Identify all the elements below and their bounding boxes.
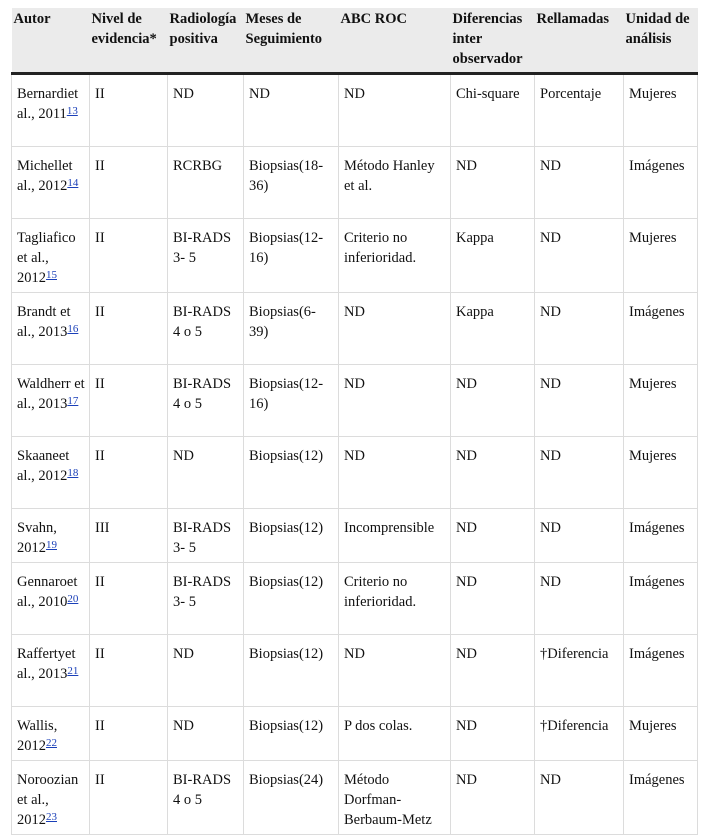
nivel-text: II xyxy=(95,304,105,320)
diferencias-text: ND xyxy=(456,520,477,536)
cell-abc xyxy=(339,365,451,437)
cell-radiologia xyxy=(168,74,244,147)
cell-diferencias xyxy=(451,74,535,147)
column-header-autor xyxy=(12,8,90,74)
rellamadas-text: ND xyxy=(540,574,561,590)
cell-autor xyxy=(12,74,90,147)
cell-radiologia xyxy=(168,437,244,509)
radiologia-text: BI-RADS 4 o 5 xyxy=(173,304,232,340)
autor-text: Gennaroet al., 2010 xyxy=(17,574,78,610)
unidad-text: Mujeres xyxy=(629,230,677,246)
radiologia-text: ND xyxy=(173,86,194,102)
unidad-text: Mujeres xyxy=(629,718,677,734)
cell-nivel xyxy=(90,761,168,835)
cell-radiologia xyxy=(168,509,244,563)
rellamadas-text: ND xyxy=(540,304,561,320)
reference-link[interactable]: 22 xyxy=(46,737,57,749)
cell-nivel xyxy=(90,437,168,509)
unidad-text: Imágenes xyxy=(629,646,685,662)
cell-radiologia xyxy=(168,707,244,761)
radiologia-text: BI-RADS 3- 5 xyxy=(173,574,232,610)
radiologia-text: BI-RADS 4 o 5 xyxy=(173,376,232,412)
abc-text: Incomprensible xyxy=(344,520,435,536)
studies-table xyxy=(11,8,698,835)
column-header-line: Autor xyxy=(13,11,51,27)
cell-radiologia xyxy=(168,635,244,707)
cell-rellamadas xyxy=(535,761,624,835)
autor-text: Svahn, 2012 xyxy=(17,520,57,556)
meses-text: Biopsias(12) xyxy=(249,574,324,590)
column-header-meses xyxy=(244,8,339,74)
rellamadas-text: ND xyxy=(540,376,561,392)
table-row xyxy=(12,147,698,219)
meses-text: Biopsias(12-16) xyxy=(249,230,324,266)
rellamadas-text: Porcentaje xyxy=(540,86,602,102)
nivel-text: II xyxy=(95,158,105,174)
abc-text: P dos colas. xyxy=(344,718,413,734)
cell-meses xyxy=(244,437,339,509)
cell-meses xyxy=(244,563,339,635)
unidad-text: Imágenes xyxy=(629,772,685,788)
cell-abc xyxy=(339,293,451,365)
meses-text: Biopsias(12) xyxy=(249,718,324,734)
diferencias-text: ND xyxy=(456,158,477,174)
cell-autor xyxy=(12,293,90,365)
autor-text: Waldherr et al., 2013 xyxy=(17,376,85,412)
radiologia-text: RCRBG xyxy=(173,158,223,174)
cell-meses xyxy=(244,635,339,707)
cell-unidad xyxy=(624,147,698,219)
unidad-text: Mujeres xyxy=(629,86,677,102)
column-header-radiologia xyxy=(168,8,244,74)
column-header-line: inter xyxy=(452,31,483,47)
column-header-unidad xyxy=(624,8,698,74)
cell-rellamadas xyxy=(535,563,624,635)
radiologia-text: BI-RADS 3- 5 xyxy=(173,230,232,266)
table-row xyxy=(12,293,698,365)
cell-rellamadas xyxy=(535,635,624,707)
cell-abc xyxy=(339,761,451,835)
cell-unidad xyxy=(624,365,698,437)
abc-text: ND xyxy=(344,646,365,662)
cell-nivel xyxy=(90,74,168,147)
table-row xyxy=(12,563,698,635)
cell-rellamadas xyxy=(535,74,624,147)
autor-text: Tagliafico et al., 2012 xyxy=(17,230,76,286)
cell-radiologia xyxy=(168,761,244,835)
meses-text: Biopsias(6-39) xyxy=(249,304,316,340)
cell-autor xyxy=(12,707,90,761)
diferencias-text: ND xyxy=(456,718,477,734)
cell-diferencias xyxy=(451,563,535,635)
cell-abc xyxy=(339,437,451,509)
cell-rellamadas xyxy=(535,437,624,509)
column-header-line: Seguimiento xyxy=(245,31,323,47)
rellamadas-text: ND xyxy=(540,158,561,174)
cell-abc xyxy=(339,635,451,707)
table-row xyxy=(12,74,698,147)
diferencias-text: Chi-square xyxy=(456,86,520,102)
column-header-abc xyxy=(339,8,451,74)
cell-nivel xyxy=(90,509,168,563)
unidad-text: Imágenes xyxy=(629,158,685,174)
abc-text: ND xyxy=(344,304,365,320)
cell-unidad xyxy=(624,509,698,563)
cell-abc xyxy=(339,74,451,147)
table-row xyxy=(12,707,698,761)
reference-link[interactable]: 23 xyxy=(46,811,57,823)
rellamadas-text: ND xyxy=(540,772,561,788)
nivel-text: II xyxy=(95,230,105,246)
cell-meses xyxy=(244,365,339,437)
column-header-line: Diferencias xyxy=(452,11,523,27)
unidad-text: Imágenes xyxy=(629,304,685,320)
cell-unidad xyxy=(624,437,698,509)
meses-text: Biopsias(12) xyxy=(249,448,324,464)
cell-meses xyxy=(244,219,339,293)
radiologia-text: BI-RADS 4 o 5 xyxy=(173,772,232,808)
diferencias-text: ND xyxy=(456,448,477,464)
autor-text: Noroozian et al., 2012 xyxy=(17,772,79,828)
cell-rellamadas xyxy=(535,219,624,293)
cell-meses xyxy=(244,707,339,761)
table-row xyxy=(12,219,698,293)
unidad-text: Mujeres xyxy=(629,376,677,392)
cell-nivel xyxy=(90,365,168,437)
cell-unidad xyxy=(624,707,698,761)
cell-rellamadas xyxy=(535,147,624,219)
column-header-rellamadas xyxy=(535,8,624,74)
cell-nivel xyxy=(90,635,168,707)
table-row xyxy=(12,437,698,509)
reference-link[interactable]: 14 xyxy=(67,177,79,189)
abc-text: Criterio no inferioridad. xyxy=(344,230,417,266)
cell-autor xyxy=(12,365,90,437)
cell-rellamadas xyxy=(535,293,624,365)
reference-link[interactable]: 20 xyxy=(67,593,79,605)
cell-meses xyxy=(244,509,339,563)
cell-diferencias xyxy=(451,509,535,563)
cell-autor xyxy=(12,219,90,293)
diferencias-text: Kappa xyxy=(456,304,494,320)
cell-unidad xyxy=(624,563,698,635)
cell-unidad xyxy=(624,74,698,147)
nivel-text: II xyxy=(95,646,105,662)
column-header-line: análisis xyxy=(625,31,672,47)
rellamadas-text: ND xyxy=(540,520,561,536)
table-body xyxy=(12,74,698,835)
reference-link[interactable]: 13 xyxy=(66,105,78,117)
cell-unidad xyxy=(624,635,698,707)
cell-autor xyxy=(12,509,90,563)
diferencias-text: ND xyxy=(456,574,477,590)
autor-text: Brandt et al., 2013 xyxy=(17,304,71,340)
cell-radiologia xyxy=(168,219,244,293)
cell-nivel xyxy=(90,707,168,761)
meses-text: Biopsias(18-36) xyxy=(249,158,324,194)
nivel-text: II xyxy=(95,772,105,788)
cell-diferencias xyxy=(451,635,535,707)
reference-link[interactable]: 21 xyxy=(67,665,79,677)
cell-autor xyxy=(12,437,90,509)
diferencias-text: ND xyxy=(456,376,477,392)
nivel-text: II xyxy=(95,86,105,102)
table-row xyxy=(12,761,698,835)
cell-meses xyxy=(244,761,339,835)
unidad-text: Mujeres xyxy=(629,448,677,464)
abc-text: Método Hanley et al. xyxy=(344,158,435,194)
cell-rellamadas xyxy=(535,365,624,437)
column-header-line: Unidad de xyxy=(625,11,690,27)
cell-radiologia xyxy=(168,147,244,219)
meses-text: Biopsias(12-16) xyxy=(249,376,324,412)
rellamadas-text: †Diferencia xyxy=(540,646,609,662)
column-header-line: Nivel de xyxy=(91,11,142,27)
unidad-text: Imágenes xyxy=(629,574,685,590)
column-header-line: evidencia* xyxy=(91,31,157,47)
cell-diferencias xyxy=(451,707,535,761)
cell-radiologia xyxy=(168,365,244,437)
meses-text: ND xyxy=(249,86,270,102)
column-header-line: observador xyxy=(452,51,523,67)
column-header-diferencias xyxy=(451,8,535,74)
diferencias-text: Kappa xyxy=(456,230,494,246)
column-header-line: positiva xyxy=(169,31,218,47)
cell-autor xyxy=(12,635,90,707)
cell-rellamadas xyxy=(535,509,624,563)
rellamadas-text: ND xyxy=(540,448,561,464)
cell-radiologia xyxy=(168,563,244,635)
nivel-text: II xyxy=(95,718,105,734)
autor-text: Bernardiet al., 2011 xyxy=(17,86,79,122)
cell-diferencias xyxy=(451,365,535,437)
abc-text: Criterio no inferioridad. xyxy=(344,574,417,610)
cell-abc xyxy=(339,147,451,219)
meses-text: Biopsias(12) xyxy=(249,520,324,536)
cell-diferencias xyxy=(451,219,535,293)
meses-text: Biopsias(24) xyxy=(249,772,324,788)
rellamadas-text: ND xyxy=(540,230,561,246)
unidad-text: Imágenes xyxy=(629,520,685,536)
cell-meses xyxy=(244,147,339,219)
cell-autor xyxy=(12,761,90,835)
autor-text: Wallis, 2012 xyxy=(17,718,58,754)
cell-meses xyxy=(244,74,339,147)
column-header-line: Meses de xyxy=(245,11,302,27)
cell-autor xyxy=(12,563,90,635)
cell-diferencias xyxy=(451,761,535,835)
column-header-nivel xyxy=(90,8,168,74)
radiologia-text: BI-RADS 3- 5 xyxy=(173,520,232,556)
table-row xyxy=(12,509,698,563)
radiologia-text: ND xyxy=(173,646,194,662)
cell-abc xyxy=(339,219,451,293)
reference-link[interactable]: 17 xyxy=(67,395,79,407)
cell-unidad xyxy=(624,219,698,293)
abc-text: ND xyxy=(344,376,365,392)
nivel-text: II xyxy=(95,574,105,590)
cell-diferencias xyxy=(451,147,535,219)
cell-nivel xyxy=(90,147,168,219)
nivel-text: II xyxy=(95,376,105,392)
cell-abc xyxy=(339,509,451,563)
cell-nivel xyxy=(90,293,168,365)
abc-text: ND xyxy=(344,448,365,464)
autor-text: Skaaneet al., 2012 xyxy=(17,448,70,484)
cell-nivel xyxy=(90,219,168,293)
cell-abc xyxy=(339,563,451,635)
radiologia-text: ND xyxy=(173,718,194,734)
column-header-line: Radiología xyxy=(169,11,237,27)
cell-diferencias xyxy=(451,437,535,509)
diferencias-text: ND xyxy=(456,772,477,788)
abc-text: ND xyxy=(344,86,365,102)
reference-link[interactable]: 18 xyxy=(67,467,79,479)
cell-diferencias xyxy=(451,293,535,365)
cell-autor xyxy=(12,147,90,219)
radiologia-text: ND xyxy=(173,448,194,464)
cell-unidad xyxy=(624,293,698,365)
cell-abc xyxy=(339,707,451,761)
abc-text: Método Dorfman-Berbaum-Metz xyxy=(344,772,432,828)
diferencias-text: ND xyxy=(456,646,477,662)
column-header-line: ABC ROC xyxy=(340,11,407,27)
meses-text: Biopsias(12) xyxy=(249,646,324,662)
table-row xyxy=(12,365,698,437)
reference-link[interactable]: 15 xyxy=(46,269,57,281)
autor-text: Raffertyet al., 2013 xyxy=(17,646,76,682)
cell-unidad xyxy=(624,761,698,835)
cell-radiologia xyxy=(168,293,244,365)
reference-link[interactable]: 19 xyxy=(46,539,57,551)
table-row xyxy=(12,635,698,707)
table-header-row xyxy=(12,8,698,74)
autor-text: Michellet al., 2012 xyxy=(17,158,73,194)
cell-rellamadas xyxy=(535,707,624,761)
nivel-text: II xyxy=(95,448,105,464)
column-header-line: Rellamadas xyxy=(536,11,609,27)
reference-link[interactable]: 16 xyxy=(67,323,79,335)
cell-nivel xyxy=(90,563,168,635)
nivel-text: III xyxy=(95,520,110,536)
rellamadas-text: †Diferencia xyxy=(540,718,609,734)
cell-meses xyxy=(244,293,339,365)
